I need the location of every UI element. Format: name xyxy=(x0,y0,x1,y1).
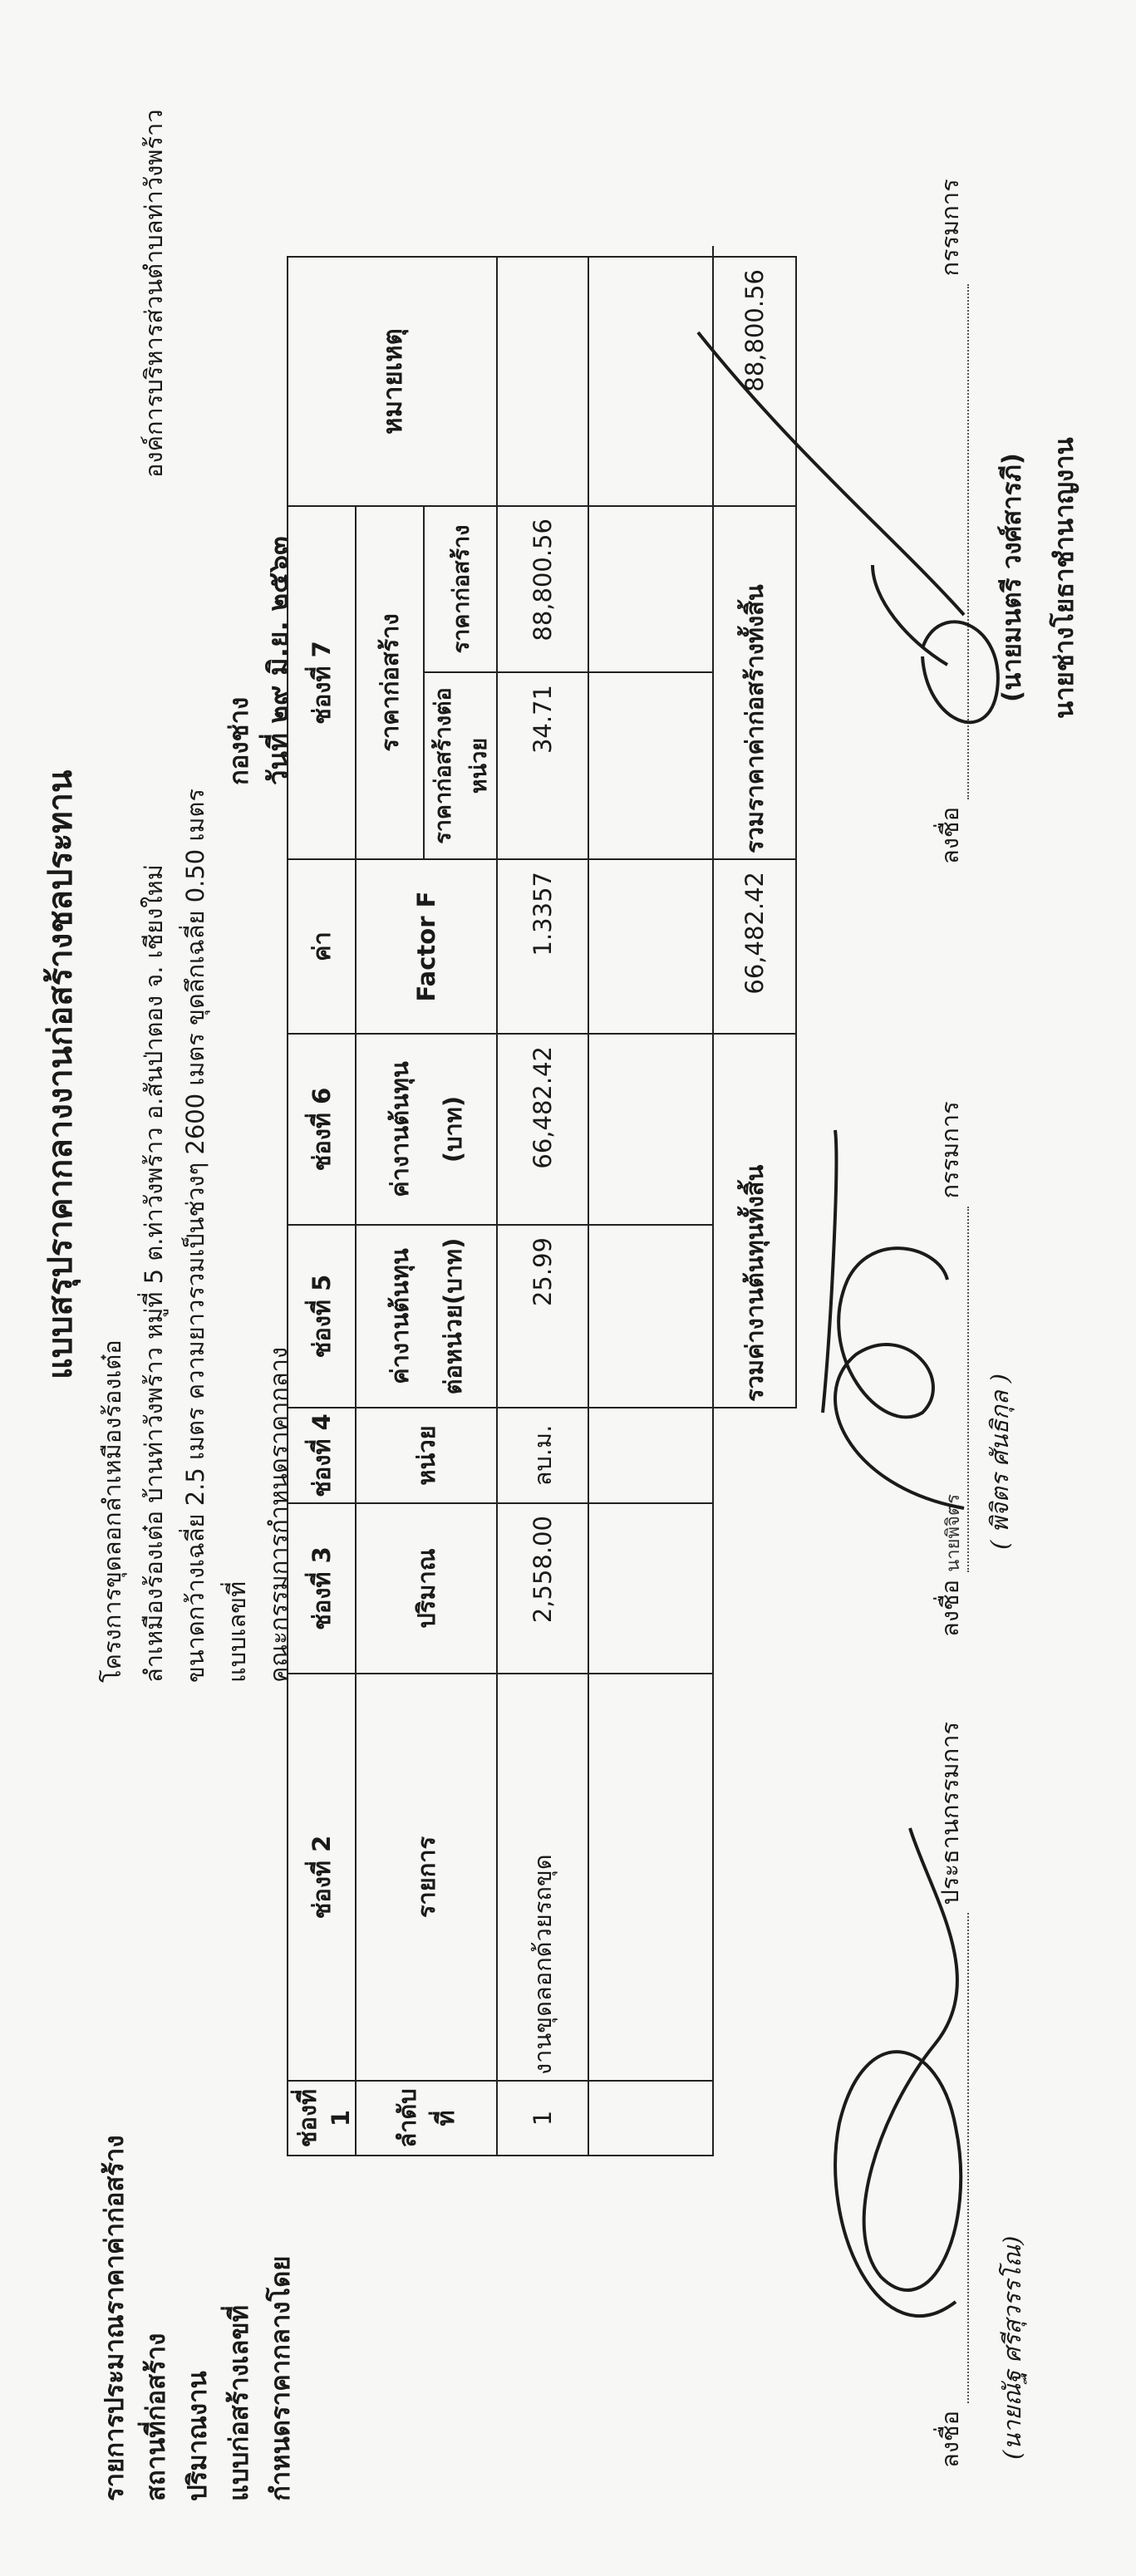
form-title: แบบสรุปราคากลางงานก่อสร้างชลประทาน xyxy=(42,769,80,1379)
label-set-by: กำหนดราคากลางโดย xyxy=(266,2255,296,2501)
value-quantity: ขนาดกว้างเฉลี่ย 2.5 เมตร ความยาวรวมเป็นช่วงๆ 2600 เมตร ขุดลึกเฉลี่ย 0.50 เมตร xyxy=(181,789,209,1683)
header-build-price: ราคาก่อสร้าง xyxy=(356,506,424,859)
value-design-no: แบบเลขที่ xyxy=(223,1581,251,1683)
value-location: ลำเหมืองร้องเต๋อ บ้านท่าวังพร้าว หมู่ที่ 5 ต.ท่าวังพร้าว อ.สันป่าตอง จ. เชียงใหม่ xyxy=(140,864,168,1683)
member1-name: ( พิจิตร ศันธิกุล ) xyxy=(986,1373,1014,1550)
cell-price-total: 88,800.56 xyxy=(497,506,588,672)
col-factor-header: ค่า xyxy=(288,859,356,1034)
label-project: รายการประมาณราคาค่าก่อสร้าง xyxy=(100,2135,130,2501)
chairman-sign-label: ลงชื่อ xyxy=(936,2410,964,2468)
header-qty: ปริมาณ xyxy=(356,1503,497,1674)
header-unit-cost-line2: ต่อหน่วย(บาท) xyxy=(439,1237,467,1395)
col-num-6: ช่องที่ 6 xyxy=(288,1034,356,1225)
cell-unit: ลบ.ม. xyxy=(497,1408,588,1503)
member1-sign-label: ลงชื่อ xyxy=(936,1579,964,1637)
header-factor: Factor F xyxy=(356,859,497,1034)
col-num-4: ช่องที่ 4 xyxy=(288,1408,356,1503)
chairman-role: ประธานกรรมการ xyxy=(936,1721,964,1905)
header-unit: หน่วย xyxy=(356,1408,497,1503)
member2-name: (นายมนตรี วงศ์สารภี) xyxy=(997,453,1027,702)
member2-signature-scribble xyxy=(698,332,998,722)
header-no-line1: ลำดับ xyxy=(393,2088,421,2148)
col-remarks-header: หมายเหตุ xyxy=(288,257,497,506)
member1-stamp: นายพิจิตร xyxy=(938,1207,969,1572)
cell-unit-cost: 25.99 xyxy=(497,1225,588,1408)
member2-sign-label: ลงชื่อ xyxy=(936,806,964,864)
total-cost-label: รวมค่างานต้นทุนทั้งสิ้น xyxy=(713,1034,796,1408)
label-design-no: แบบก่อสร้างเลขที่ xyxy=(224,2304,254,2501)
header-total-cost-line1: ค่างานต้นทุน xyxy=(386,1061,414,1197)
member2-role: กรรมการ xyxy=(936,179,964,277)
col-num-2: ช่องที่ 2 xyxy=(288,1674,356,2081)
label-location: สถานที่ก่อสร้าง xyxy=(141,2333,171,2501)
header-total-cost-line2: (บาท) xyxy=(439,1095,467,1163)
date-label: วันที่ ๒๙ มิ.ย. ๒๕๖๓ xyxy=(262,536,294,785)
header-item: รายการ xyxy=(356,1674,497,2081)
chairman-name: (นายณัฐ ศรีสุวรรโณ) xyxy=(998,2235,1026,2460)
cell-no: 1 xyxy=(497,2081,588,2156)
member2-title: นายช่างโยธาชำนาญงาน xyxy=(1050,437,1079,719)
label-quantity: ปริมาณงาน xyxy=(183,2371,213,2501)
col-num-5: ช่องที่ 5 xyxy=(288,1225,356,1408)
header-no-line2: ที่ xyxy=(431,2110,460,2126)
cell-item: งานขุดลอกด้วยรถขุด xyxy=(497,1674,588,2081)
cell-qty: 2,558.00 xyxy=(497,1503,588,1674)
cell-factor: 1.3357 xyxy=(497,859,588,1034)
member1-role: กรรมการ xyxy=(936,1101,964,1199)
value-set-by: คณะกรรมการกำหนดราคากลาง xyxy=(264,1346,293,1683)
member1-signature-scribble xyxy=(823,1130,964,1508)
col-num-3: ช่องที่ 3 xyxy=(288,1503,356,1674)
header-price-per-unit: ราคาก่อสร้างต่อหน่วย xyxy=(424,672,497,859)
division-label: กองช่าง xyxy=(224,696,254,785)
chairman-signature-scribble xyxy=(835,1828,961,2316)
total-cost-value: 66,482.42 xyxy=(713,859,796,1034)
org-line: องค์การบริหารส่วนตำบลท่าวังพร้าว xyxy=(140,109,168,478)
header-unit-cost-line1: ค่างานต้นทุน xyxy=(386,1248,414,1384)
total-price-value: 88,800.56 xyxy=(713,257,796,506)
header-price-total: ราคาก่อสร้าง xyxy=(424,506,497,672)
cell-price-per-unit: 34.71 xyxy=(497,672,588,859)
col-num-1: ช่องที่ 1 xyxy=(288,2081,356,2156)
value-project: โครงการขุดลอกลำเหมืองร้องเต๋อ xyxy=(98,1340,126,1683)
cell-total-cost: 66,482.42 xyxy=(497,1034,588,1225)
col-num-7: ช่องที่ 7 xyxy=(288,506,356,859)
total-price-label: รวมราคาค่าก่อสร้างทั้งสิ้น xyxy=(713,506,796,859)
